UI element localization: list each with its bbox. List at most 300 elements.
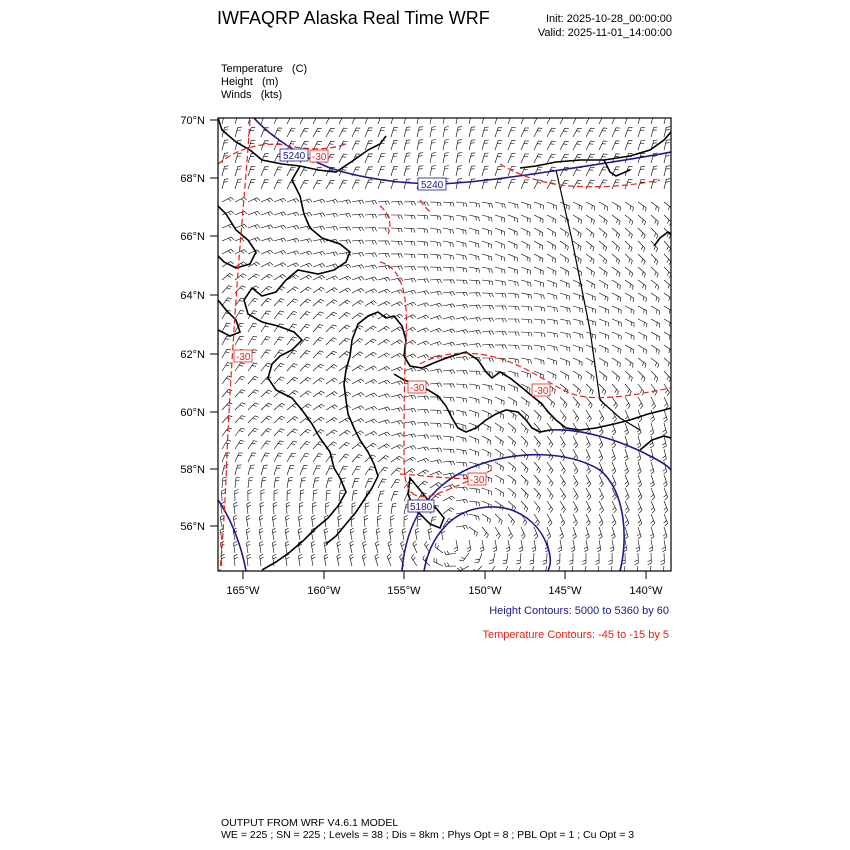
wind-barb <box>430 291 442 295</box>
wind-barb <box>261 441 271 449</box>
wind-barb <box>638 488 642 500</box>
wind-barb <box>375 541 379 553</box>
wind-barb <box>261 238 273 242</box>
wind-barb <box>547 215 556 224</box>
wind-barb <box>597 540 601 552</box>
wind-barb <box>339 214 351 218</box>
wind-barb <box>428 528 432 540</box>
wind-barb <box>663 475 667 487</box>
wind-barb <box>560 280 569 288</box>
wind-barb <box>274 198 286 202</box>
wind-barb <box>586 167 595 176</box>
wind-barb <box>285 541 289 553</box>
wind-barb <box>378 128 385 138</box>
wind-barb <box>508 475 516 485</box>
wind-barb <box>534 501 540 512</box>
wind-barb <box>599 154 607 163</box>
wind-barb <box>300 377 311 384</box>
wind-barb <box>456 397 467 403</box>
wind-barb <box>586 154 595 163</box>
wind-barb <box>300 391 311 397</box>
wind-barb <box>313 466 321 475</box>
wind-barb <box>326 365 337 372</box>
wind-barb <box>443 127 449 138</box>
wind-barb <box>547 141 556 150</box>
wind-barb <box>635 553 639 565</box>
wind-barb <box>235 363 245 371</box>
wind-barb <box>235 166 242 176</box>
wind-barb <box>443 254 454 260</box>
wind-barb <box>313 478 319 488</box>
wind-barb <box>586 202 595 211</box>
wind-barb <box>443 423 454 428</box>
wind-barb <box>493 540 497 552</box>
wind-barb <box>272 528 276 540</box>
wind-barb <box>378 407 390 411</box>
wind-barb <box>625 488 629 500</box>
wind-barb <box>612 358 621 367</box>
wind-barb <box>274 180 282 189</box>
wind-barb <box>664 514 668 526</box>
wind-barb <box>456 280 467 284</box>
wind-barb <box>586 397 592 408</box>
wind-barb <box>508 280 518 286</box>
wind-barb <box>547 475 553 486</box>
wind-barb <box>313 199 325 203</box>
wind-barb <box>573 410 579 422</box>
wind-barb <box>300 180 309 189</box>
lat-label: 56°N <box>180 521 205 533</box>
wind-barb <box>378 253 390 257</box>
wind-barb <box>521 371 531 378</box>
wind-barb <box>469 317 481 321</box>
wind-barb <box>378 201 390 205</box>
wind-barb <box>521 475 528 486</box>
wind-barb <box>274 238 286 242</box>
wind-barb <box>378 241 390 245</box>
wind-barb <box>261 403 272 410</box>
wind-barb <box>326 418 338 424</box>
wind-barb <box>300 115 309 124</box>
wind-barb <box>456 410 466 416</box>
wind-barb <box>599 228 607 238</box>
wind-barb <box>404 228 415 233</box>
wind-barb <box>417 447 429 451</box>
wind-barb <box>246 515 250 527</box>
wind-barb <box>404 421 416 425</box>
wind-barb <box>521 241 530 250</box>
wind-barb <box>363 528 367 540</box>
wind-barb <box>378 394 390 398</box>
wind-barb <box>326 288 338 293</box>
wind-barb <box>261 180 269 189</box>
wind-barb <box>456 153 462 163</box>
wind-barb <box>274 490 278 501</box>
wind-barb <box>246 541 250 553</box>
wind-barb <box>352 365 364 371</box>
wind-barb <box>404 215 415 219</box>
wind-barb <box>274 225 286 229</box>
wind-barb <box>339 300 350 306</box>
wind-barb <box>299 502 303 514</box>
wind-barb <box>391 140 398 150</box>
wind-barb <box>326 213 338 217</box>
wind-barb <box>495 267 505 274</box>
wind-barb <box>584 540 588 552</box>
wind-barb <box>482 280 493 285</box>
wind-barb <box>430 241 441 247</box>
wind-barb <box>391 166 398 176</box>
wind-barb <box>443 461 455 465</box>
wind-barb <box>443 215 454 221</box>
wind-barb <box>222 440 231 449</box>
wind-barb <box>443 508 454 514</box>
wind-barb <box>391 421 403 425</box>
wind-barb <box>534 475 541 486</box>
wind-barb <box>469 436 478 444</box>
wind-barb <box>482 267 492 273</box>
wind-barb <box>350 554 354 566</box>
wind-barb <box>339 154 348 163</box>
wind-barb <box>560 293 570 300</box>
wind-barb <box>664 371 671 382</box>
wind-barb <box>650 423 654 435</box>
wind-barb <box>469 114 475 124</box>
lat-label: 60°N <box>180 407 205 419</box>
wind-barb <box>235 477 240 488</box>
wind-barb <box>272 515 276 527</box>
wind-barb <box>313 239 325 243</box>
wind-barb <box>599 293 608 301</box>
wind-barb <box>417 303 429 307</box>
wind-barb <box>339 351 350 358</box>
wind-barb <box>313 378 324 384</box>
wind-barb <box>261 453 269 462</box>
wind-barb <box>365 503 369 514</box>
temp-label: -30 <box>236 352 251 363</box>
wind-barb <box>352 115 360 124</box>
wind-barb <box>287 199 299 203</box>
wind-barb <box>222 363 231 371</box>
wind-barb <box>365 214 377 218</box>
wind-barb <box>417 140 423 150</box>
wind-barb <box>274 363 284 371</box>
wind-barb <box>625 215 633 225</box>
wind-barb <box>612 267 620 277</box>
wind-barb <box>248 336 257 345</box>
wind-barb <box>521 215 530 223</box>
wind-barb <box>469 127 475 137</box>
wind-barb <box>326 490 331 501</box>
wind-barb <box>599 115 607 124</box>
wind-barb <box>300 453 309 462</box>
wind-barb <box>624 462 628 474</box>
wind-barb <box>486 566 495 574</box>
lon-label: 140°W <box>629 585 663 597</box>
wind-barb <box>521 397 529 406</box>
legend-winds: Winds (kts) <box>221 89 283 101</box>
wind-barb <box>313 180 322 189</box>
wind-barb <box>612 319 621 327</box>
wind-barb <box>222 237 234 241</box>
wind-barb <box>274 115 282 124</box>
wind-barb <box>352 406 364 410</box>
wind-barb <box>430 369 442 373</box>
wind-barb <box>651 345 659 354</box>
wind-barb <box>599 358 608 367</box>
wind-barb <box>391 394 403 398</box>
wind-barb <box>260 554 264 566</box>
wind-barb <box>482 488 492 495</box>
wind-barb <box>274 429 285 436</box>
wind-barb <box>508 241 517 249</box>
wind-barb <box>612 141 620 150</box>
wind-barb <box>625 332 634 340</box>
wind-barb <box>261 198 273 202</box>
wind-barb <box>638 202 646 212</box>
wind-barb <box>417 368 429 372</box>
wind-barb <box>287 115 296 124</box>
wind-barb <box>638 475 642 487</box>
wind-barb <box>248 363 258 371</box>
wind-barb <box>560 384 568 394</box>
wind-barb <box>534 345 545 351</box>
wind-barb <box>534 202 544 209</box>
wind-barb <box>482 527 488 538</box>
wind-barb <box>352 313 363 319</box>
wind-barb <box>456 371 468 375</box>
wind-barb <box>599 202 608 211</box>
wind-barb <box>286 554 290 566</box>
wind-barb <box>586 306 596 313</box>
wind-barb <box>547 241 556 250</box>
wind-barb <box>404 127 411 137</box>
wind-barb <box>430 436 442 440</box>
wind-barb <box>391 515 395 527</box>
wind-barb <box>248 298 258 306</box>
wind-barb <box>506 540 510 552</box>
wind-barb <box>469 280 480 285</box>
wind-barb <box>560 141 569 150</box>
wind-barb <box>287 311 297 319</box>
wind-barb <box>430 140 436 151</box>
wind-barb <box>508 488 516 498</box>
wind-barb <box>246 528 250 540</box>
wind-barb <box>339 442 350 449</box>
wind-barb <box>352 141 360 150</box>
wind-barb <box>443 370 455 374</box>
wind-barb <box>560 436 565 448</box>
wind-barb <box>573 332 583 339</box>
wind-barb <box>508 384 517 392</box>
wind-barb <box>287 429 298 436</box>
wind-barb <box>324 554 328 566</box>
wind-barb <box>495 397 504 405</box>
wind-barb <box>300 312 310 320</box>
wind-barb <box>235 441 244 450</box>
wind-barb <box>534 141 542 150</box>
wind-barb <box>625 293 634 302</box>
wind-barb <box>326 312 337 319</box>
wind-barb <box>534 267 543 275</box>
wind-barb <box>471 566 482 573</box>
wind-barb <box>534 462 541 473</box>
wind-barb <box>625 306 634 314</box>
lon-label: 145°W <box>548 585 582 597</box>
wind-barb <box>222 197 234 202</box>
wind-barb <box>339 365 350 371</box>
wind-barb <box>248 274 259 280</box>
wind-barb <box>313 312 324 319</box>
wind-barb <box>248 477 253 488</box>
wind-barb <box>365 154 373 163</box>
wind-barb <box>391 215 403 219</box>
wind-barb <box>637 436 641 448</box>
wind-barb <box>469 228 479 235</box>
wind-barb <box>435 543 443 553</box>
wind-barb <box>430 328 442 332</box>
wind-barb <box>404 278 416 282</box>
wind-barb <box>573 215 582 224</box>
wind-barb <box>313 226 325 230</box>
wind-barb <box>662 540 666 552</box>
wind-barb <box>586 475 591 487</box>
wind-barb <box>651 358 659 368</box>
wind-barb <box>388 541 392 553</box>
wind-barb <box>365 479 373 488</box>
wind-barb <box>222 286 232 293</box>
wind-barb <box>326 502 330 514</box>
wind-barb <box>467 540 471 552</box>
wind-barb <box>248 140 255 150</box>
wind-barb <box>651 254 658 265</box>
wind-barb <box>352 288 364 293</box>
wind-barb <box>612 449 616 461</box>
wind-barb <box>391 228 402 232</box>
wind-barb <box>573 384 581 394</box>
wind-barb <box>456 202 467 207</box>
wind-barb <box>599 332 608 340</box>
wind-barb <box>235 153 242 163</box>
wind-barb <box>434 558 443 566</box>
wind-barb <box>235 453 243 462</box>
wind-barb <box>611 527 615 539</box>
wind-barb <box>560 241 568 250</box>
wind-barb <box>560 254 569 263</box>
wind-barb <box>599 180 607 189</box>
wind-barb <box>339 128 348 137</box>
wind-barb <box>519 540 523 552</box>
wind-barb <box>430 410 441 414</box>
wind-barb <box>508 397 517 406</box>
wind-barb <box>274 299 285 306</box>
wind-barb <box>378 154 385 164</box>
wind-barb <box>560 371 569 380</box>
wind-barb <box>625 345 634 354</box>
lon-label: 165°W <box>226 585 260 597</box>
wind-barb <box>521 154 529 163</box>
wind-barb <box>378 167 385 177</box>
wind-barb <box>391 114 398 124</box>
wind-barb <box>352 265 364 269</box>
wind-barb <box>521 501 528 512</box>
wind-barb <box>651 293 659 302</box>
wind-barb <box>638 140 645 150</box>
wind-barb <box>300 478 306 489</box>
wind-barb <box>352 379 364 384</box>
wind-barb <box>248 238 260 242</box>
wind-barb <box>375 554 379 566</box>
wind-barb <box>521 128 529 137</box>
wind-barb <box>573 115 582 124</box>
wind-barb <box>326 325 337 332</box>
wind-barb <box>430 383 442 387</box>
wind-barb <box>313 442 324 449</box>
wind-barb <box>378 503 383 514</box>
wind-barb <box>650 475 654 487</box>
wind-barb <box>248 416 259 423</box>
wind-barb <box>365 352 377 358</box>
wind-barb <box>417 409 429 413</box>
wind-barb <box>495 319 507 323</box>
wind-barb <box>352 240 364 244</box>
wind-barb <box>222 274 233 281</box>
wind-barb <box>430 471 442 475</box>
wind-barb <box>637 527 641 539</box>
wind-barb <box>313 264 325 268</box>
legend-temperature: Temperature (C) <box>221 63 308 75</box>
wind-barb <box>508 215 517 223</box>
wind-barb <box>352 478 359 488</box>
wind-barb <box>625 115 633 124</box>
wind-barb <box>482 228 492 235</box>
wind-barb <box>573 345 583 352</box>
wind-barb <box>664 114 670 124</box>
wind-barb <box>313 275 325 280</box>
wind-barb <box>339 200 351 204</box>
wind-barb <box>482 344 494 348</box>
wind-barb <box>300 275 312 280</box>
wind-barb <box>612 241 620 251</box>
wind-barb <box>638 127 645 137</box>
wind-barb <box>235 428 245 436</box>
wind-barb <box>430 228 441 234</box>
wind-barb <box>274 128 282 137</box>
wind-barb <box>547 345 557 351</box>
wind-barb <box>287 477 293 488</box>
wind-barb <box>222 323 231 332</box>
wind-barb <box>300 128 309 137</box>
wind-barb <box>339 180 348 189</box>
wind-barb <box>508 462 516 472</box>
wind-barb <box>443 449 454 453</box>
lat-ticks <box>210 120 218 526</box>
wind-barb <box>573 180 582 189</box>
wind-barb <box>391 290 403 294</box>
wind-barb <box>378 456 389 463</box>
wind-barb <box>300 351 310 359</box>
wind-barb <box>612 501 616 513</box>
wind-barb <box>599 514 603 526</box>
wind-barb <box>521 180 529 189</box>
wind-barb <box>404 114 411 124</box>
wind-barb <box>534 319 545 324</box>
wind-barb <box>495 514 502 525</box>
wind-barb <box>662 436 666 448</box>
wind-barb <box>326 264 338 268</box>
wind-barb <box>404 290 416 294</box>
wind-barb <box>638 179 645 189</box>
